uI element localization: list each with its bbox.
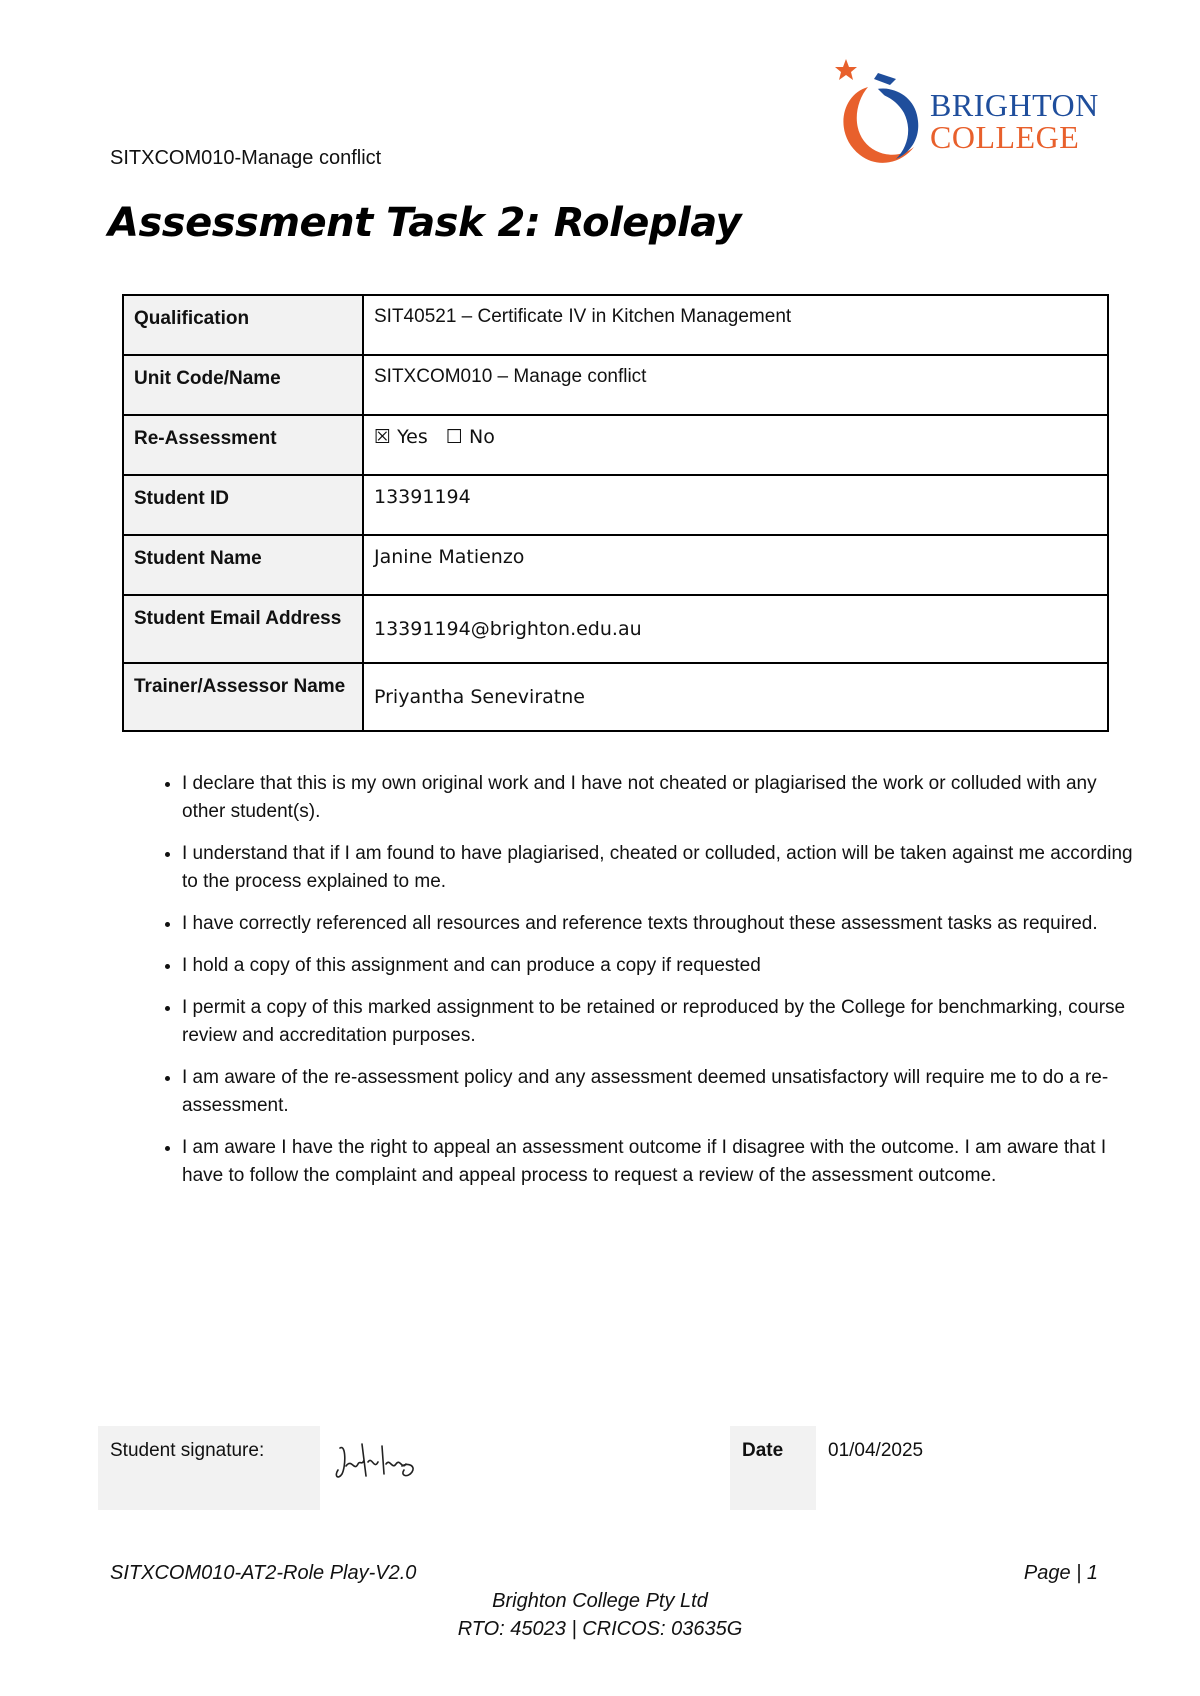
declaration-item: • I understand that if I am found to have plagiarised, cheated or colluded, action will be taken against me according to the process explained to me. <box>182 840 1142 896</box>
student-id-label: Student ID <box>123 475 363 535</box>
trainer-name-label: Trainer/Assessor Name <box>123 663 363 731</box>
declaration-item: • I have correctly referenced all resources and reference texts throughout these assessment tasks as required. <box>182 910 1142 938</box>
table-row <box>123 535 1108 595</box>
logo-emblem-icon <box>830 55 930 175</box>
reassessment-options <box>363 415 1108 475</box>
date-label: Date <box>742 1440 784 1461</box>
footer-page-number: Page | 1 <box>1023 1562 1098 1584</box>
table-row <box>123 595 1108 663</box>
declaration-item: • I permit a copy of this marked assignment to be retained or reproduced by the College for benchmarking, course review and accreditation purposes. <box>182 994 1142 1050</box>
footer-company: Brighton College Pty Ltd <box>492 1590 708 1612</box>
no-checkbox[interactable]: ☐ <box>445 426 463 448</box>
logo-word-college: COLLEGE <box>930 119 1080 155</box>
reassessment-label: Re-Assessment <box>123 415 363 475</box>
declaration-item: • I declare that this is my own original work and I have not cheated or plagiarised the work or colluded with any other student(s). <box>182 770 1142 826</box>
student-name-label: Student Name <box>123 535 363 595</box>
declaration-item: • I am aware I have the right to appeal an assessment outcome if I disagree with the outcome. I am aware that I have to follow the complaint and appeal process to request a review of the assessment outcome. <box>182 1134 1142 1190</box>
declaration-item: • I hold a copy of this assignment and can produce a copy if requested <box>182 952 1142 980</box>
declaration-list <box>140 770 1142 1204</box>
table-row <box>123 475 1108 535</box>
qualification-label: Qualification <box>123 295 363 355</box>
qualification-value: SIT40521 – Certificate IV in Kitchen Management <box>363 295 1108 355</box>
yes-option-label: Yes <box>397 426 428 448</box>
footer-rto: RTO: 45023 | CRICOS: 03635G <box>457 1618 743 1640</box>
page-title: Assessment Task 2: Roleplay <box>108 200 742 246</box>
table-row <box>123 355 1108 415</box>
table-row <box>123 663 1108 731</box>
date-value: 01/04/2025 <box>828 1440 924 1461</box>
trainer-name-value: Priyantha Seneviratne <box>363 663 1108 731</box>
logo-word-brighton: BRIGHTON <box>930 87 1099 123</box>
student-name-value: Janine Matienzo <box>363 535 1108 595</box>
signature-label: Student signature: <box>110 1440 265 1461</box>
table-row <box>123 295 1108 355</box>
student-id-value: 13391194 <box>363 475 1108 535</box>
footer-doc-code: SITXCOM010-AT2-Role Play-V2.0 <box>110 1562 417 1584</box>
table-row <box>123 415 1108 475</box>
header-unit-title: SITXCOM010-Manage conflict <box>110 147 382 169</box>
no-option-label: No <box>468 426 495 448</box>
yes-checkbox[interactable]: ☒ <box>374 426 392 448</box>
student-info-table <box>122 294 1109 732</box>
brighton-college-logo <box>830 55 1110 175</box>
student-signature-image <box>332 1436 422 1497</box>
unit-code-value: SITXCOM010 – Manage conflict <box>363 355 1108 415</box>
student-email-value: 13391194@brighton.edu.au <box>363 595 1108 663</box>
signature-label-cell <box>98 1426 320 1510</box>
declaration-item: • I am aware of the re-assessment policy and any assessment deemed unsatisfactory will require me to do a re-assessment. <box>182 1064 1142 1120</box>
student-email-label: Student Email Address <box>123 595 363 663</box>
unit-code-label: Unit Code/Name <box>123 355 363 415</box>
date-label-cell <box>730 1426 816 1510</box>
